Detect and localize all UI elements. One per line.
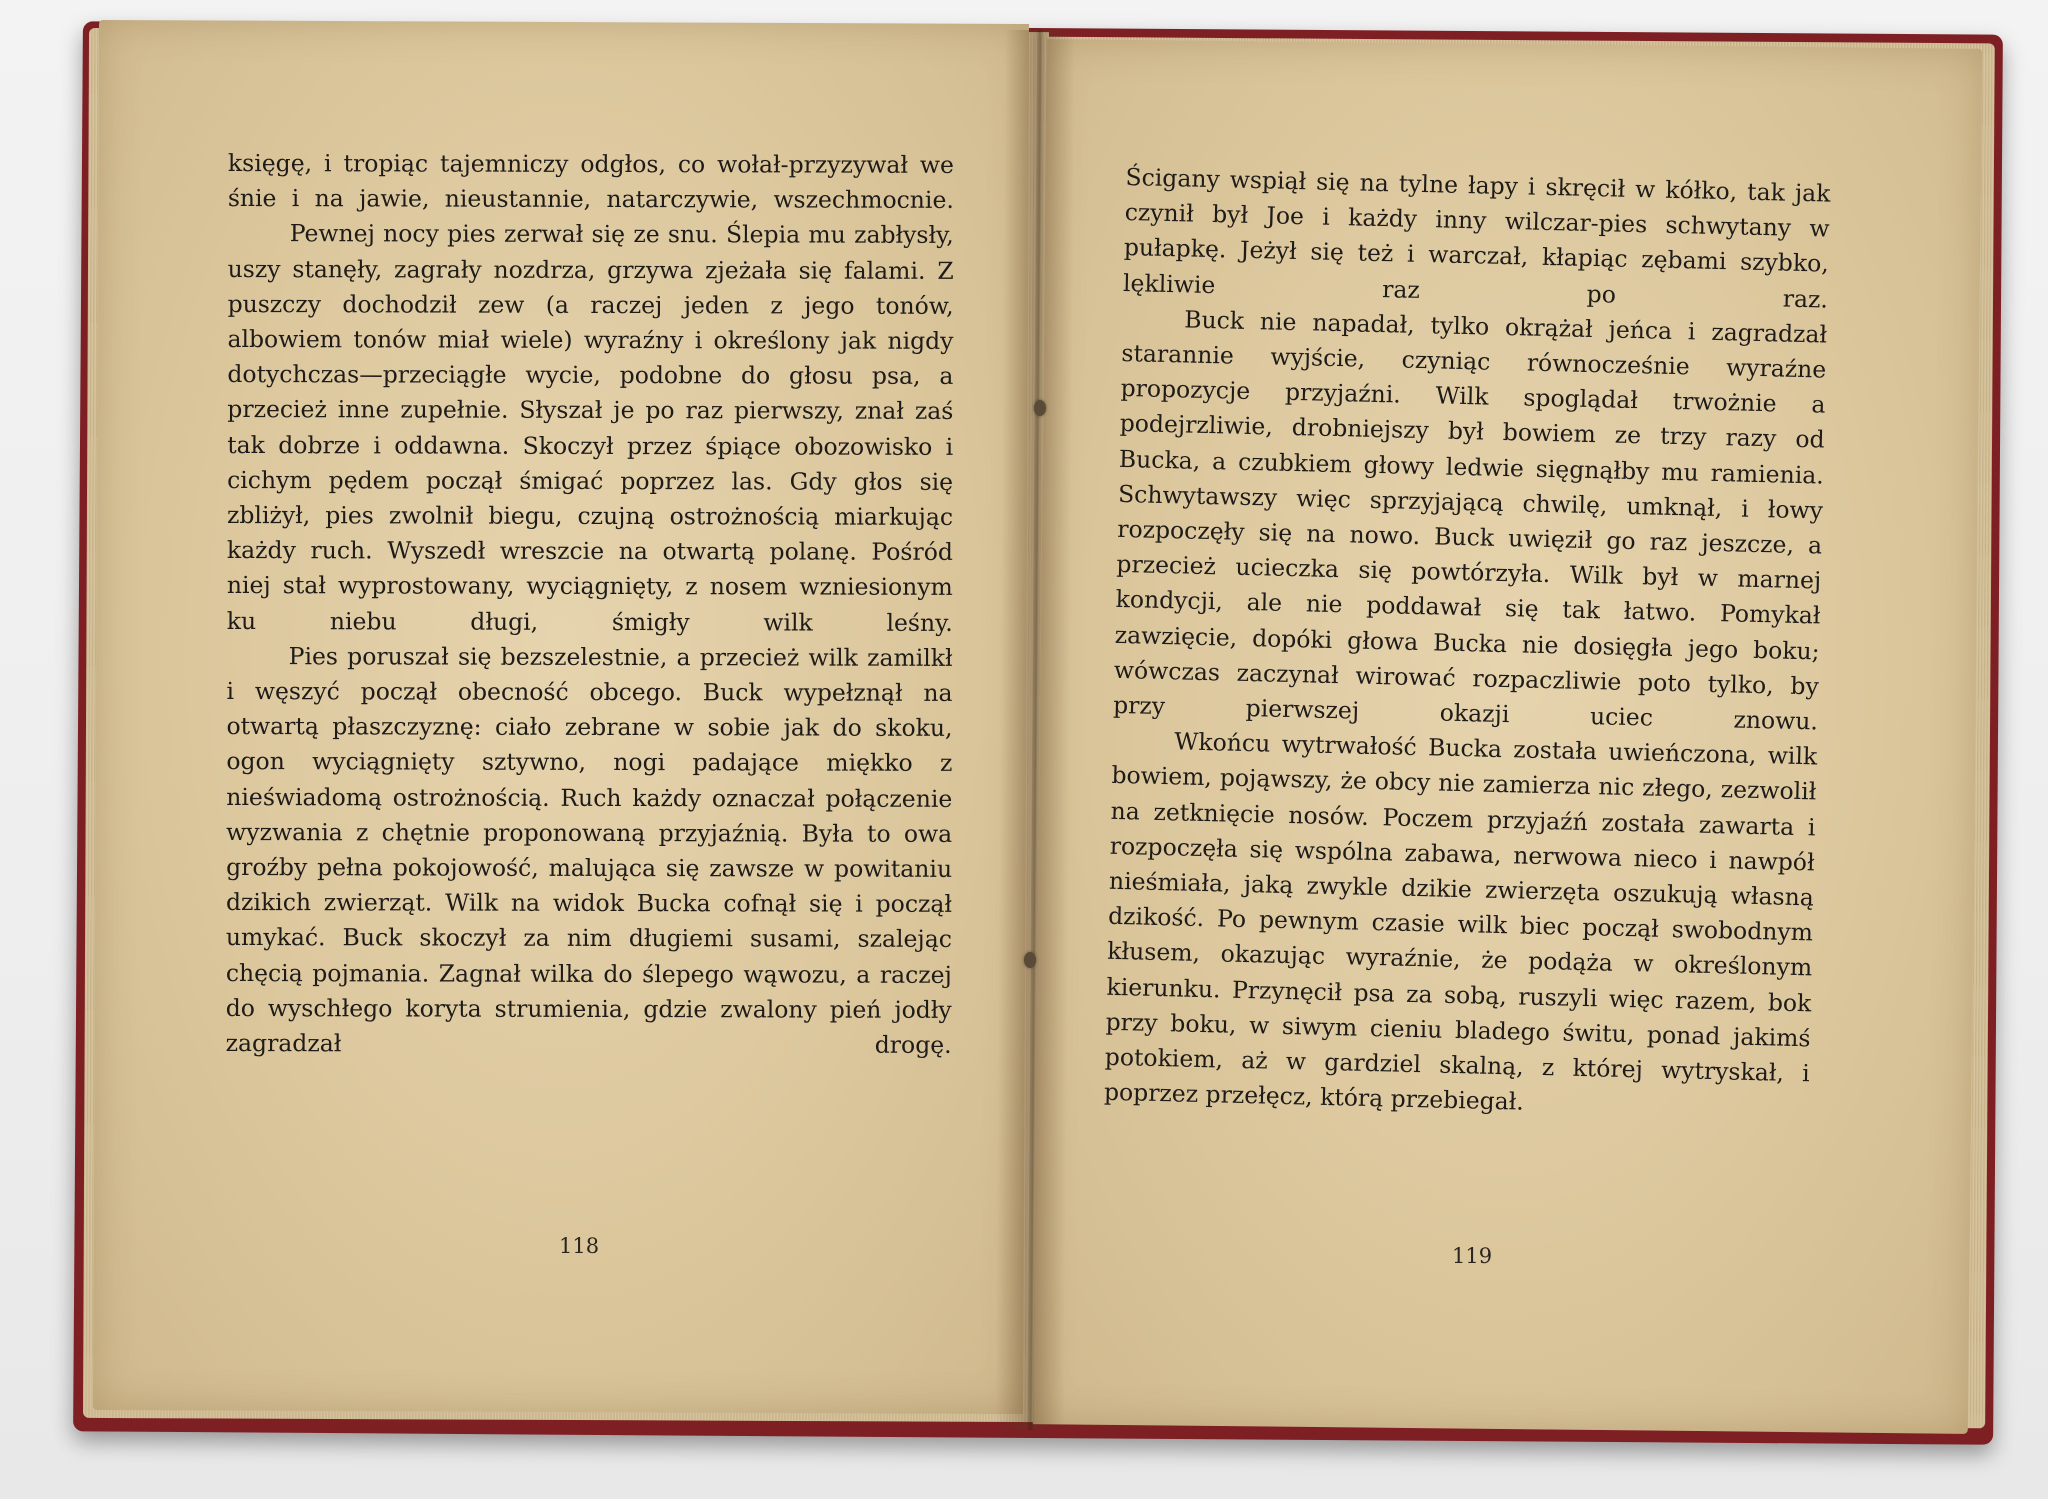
paragraph: Pies poruszał się bezszelestnie, a przecież wilk zamilkł i węszyć począł obecność obcego. Buck wypełznął na otwartą płaszczyznę: ciało zebrane w sobie jak do skoku, ogon wyciągnięty sztywno, nogi padające miękko z nieświadomą ostrożnością. Ruch każdy oznaczał połączenie wyzwania z chętnie proponowaną przyjaźnią. Była to owa groźby pełna pokojowość, malująca się zawsze w powitaniu dzikich zwierząt. Wilk na widok Bucka cofnął się i począł umykać. Buck skoczył za nim długiemi susami, szalejąc chęcią pojmania. Zagnał wilka do ślepego wąwozu, a raczej do wyschłego koryta strumienia, gdzie zwalony pień jodły zagradzał drogę. xyxy=(225,642,953,1059)
page-number-left: 118 xyxy=(559,1234,600,1258)
right-page-text xyxy=(1104,160,1831,1127)
book-gutter xyxy=(995,30,1075,1430)
binding-stitch-bottom xyxy=(1024,952,1036,968)
paragraph: księgę, i tropiąc tajemniczy odgłos, co wołał-przyzywał we śnie i na jawie, nieustannie, natarczywie, wszechmocnie. xyxy=(227,148,954,215)
binding-stitch-top xyxy=(1034,400,1046,416)
left-page-text xyxy=(226,146,954,1063)
page-number-right: 119 xyxy=(1452,1244,1493,1268)
paragraph: Ścigany wspiął się na tylne łapy i skręcił w kółko, tak jak czynił był Joe i każdy inny wilczar-pies schwytany w pułapkę. Jeżył się też i warczał, kłapiąc zębami szybko, lękliwie raz po raz. xyxy=(1122,162,1831,314)
paragraph: Wkońcu wytrwałość Bucka została uwieńczona, wilk bowiem, pojąwszy, że obcy nie zamierza nic złego, zezwolił na zetknięcie nosów. Poczem przyjaźń została zawarta i rozpoczęła się wspólna zabawa, nerwowa nieco i nawpół nieśmiała, jaką zwykle dzikie zwierzęta oszukują własną dzikość. Po pewnym czasie wilk biec począł swobodnym kłusem, okazując wyraźnie, że podąża w określonym kierunku. Przynęcił psa za sobą, ruszyli więc razem, bok przy boku, w siwym cieniu bladego świtu, ponad jakimś potokiem, aż w gardziel skalną, z której wytryskał, i poprzez przełęcz, którą przebiegał. xyxy=(1103,727,1818,1116)
paragraph: Pewnej nocy pies zerwał się ze snu. Ślepia mu zabłysły, uszy stanęły, zagrały nozdrza, grzywa zjeżała się falami. Z puszczy dochodził zew (a raczej jeden z jego tonów, albowiem tonów miał wiele) wyraźny i określony jak nigdy dotychczas—przeciągłe wycie, podobne do głosu psa, a przecież inne zupełnie. Słyszał je po raz pierwszy, znał zaś tak dobrze i oddawna. Skoczył przez śpiące obozowisko i cichym pędem począł śmigać poprzez las. Gdy głos się zbliżył, pies zwolnił biegu, czujną ostrożnością miarkując każdy ruch. Wyszedł wreszcie na otwartą polanę. Pośród niej stał wyprostowany, wyciągnięty, z nosem wzniesionym ku niebu długi, śmigły wilk leśny. xyxy=(226,219,954,637)
paragraph: Buck nie napadał, tylko okrążał jeńca i zagradzał starannie wyjście, czyniąc równocześnie wyraźne propozycje przyjaźni. Wilk spoglądał trwożnie a podejrzliwie, drobniejszy był bowiem ze trzy razy od Bucka, a czubkiem głowy ledwie sięgnąłby mu ramienia. Schwytawszy więc sprzyjającą chwilę, umknął, i łowy rozpoczęły się na nowo. Buck uwięził go raz jeszcze, a przecież ucieczka się powtórzyła. Wilk był w marnej kondycji, ale nie poddawał się tak łatwo. Pomykał zawzięcie, dopóki głowa Bucka nie dosięgła jego boku; wówczas zaczynał wirować rozpaczliwie poto tylko, by przy pierwszej okazji uciec znowu. xyxy=(1112,305,1828,736)
